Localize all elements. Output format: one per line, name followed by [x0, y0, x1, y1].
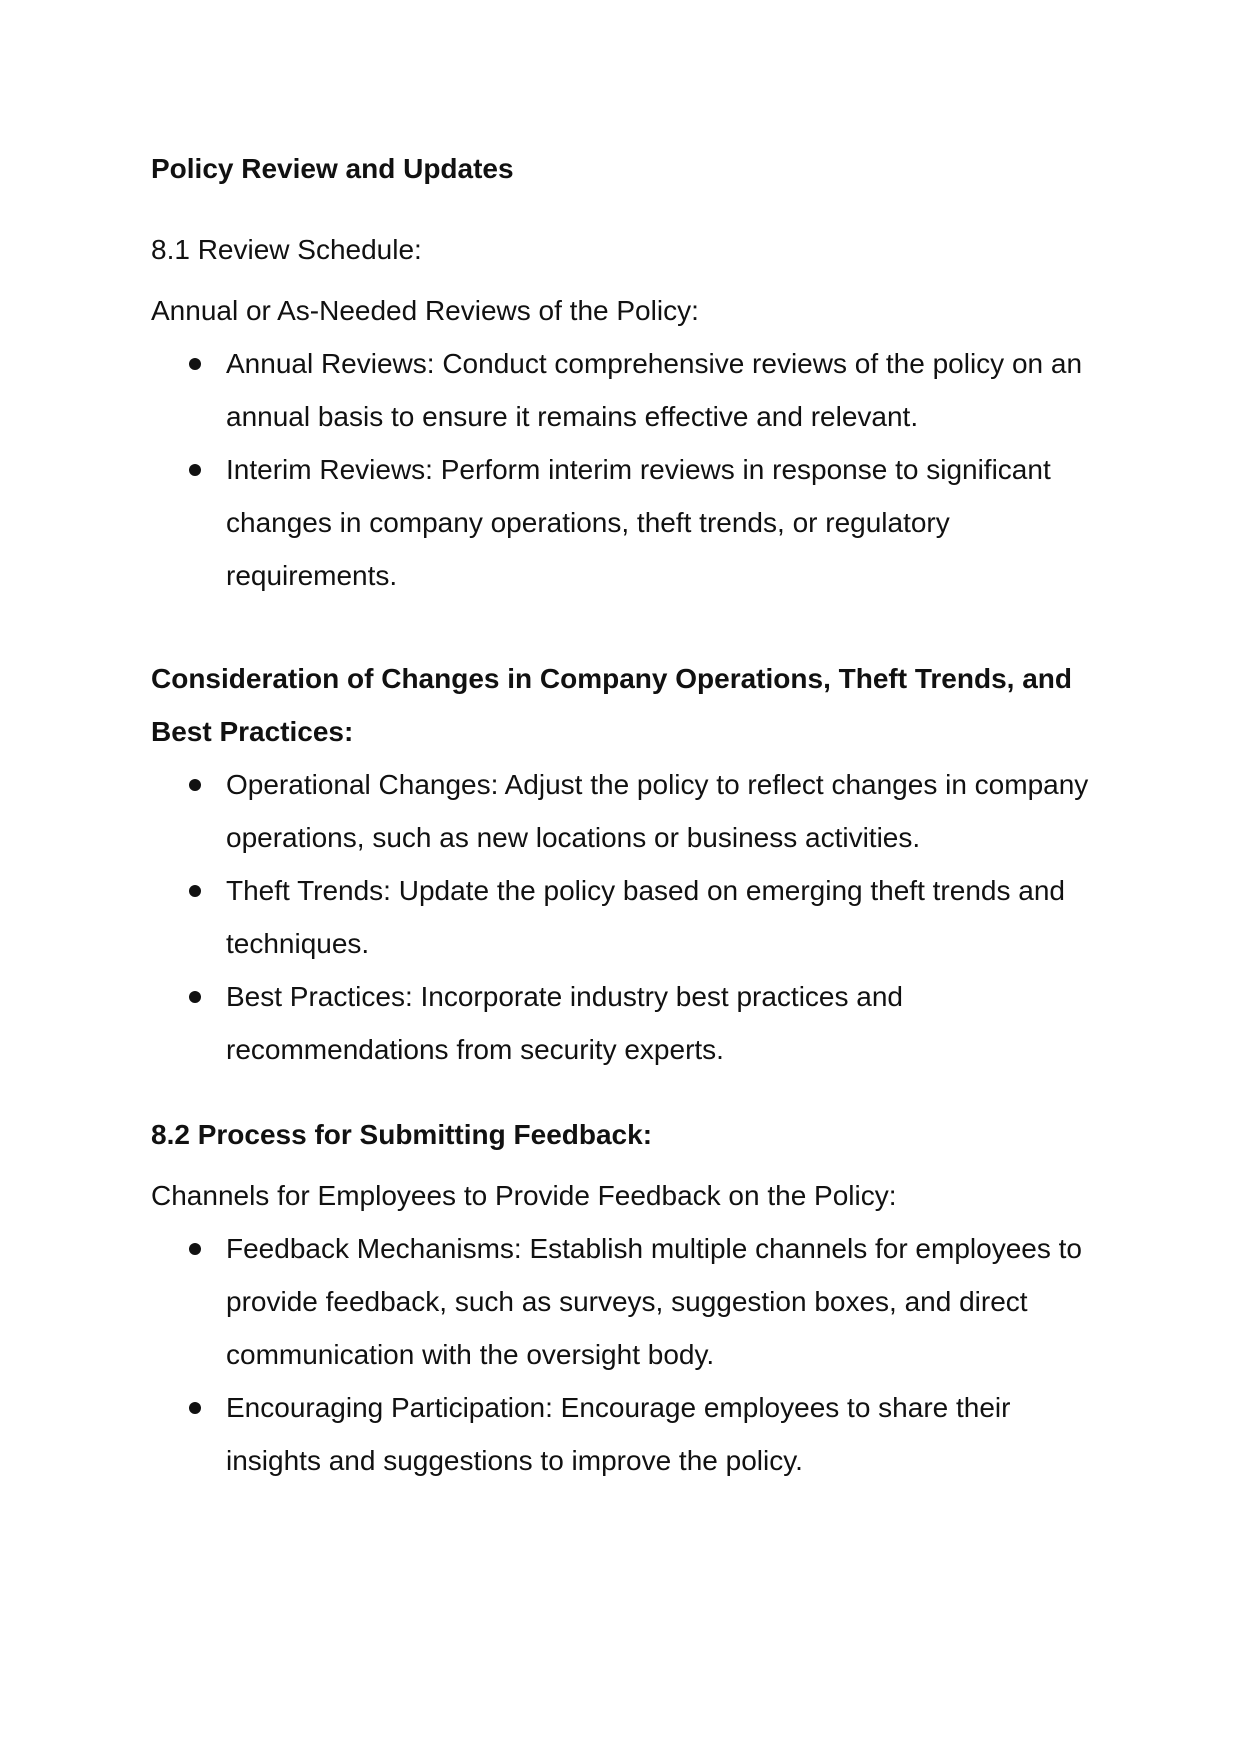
bullet-icon — [189, 1402, 201, 1414]
list-item-text: Theft Trends: Update the policy based on emerging theft trends and techniques. — [226, 875, 1065, 959]
list-item-text: Operational Changes: Adjust the policy to reflect changes in company operations, such as new locations or business activities. — [226, 769, 1089, 853]
bullet-icon — [189, 779, 201, 791]
list-item-text: Best Practices: Incorporate industry best practices and recommendations from security experts. — [226, 981, 903, 1065]
feedback-heading: 8.2 Process for Submitting Feedback: — [151, 1119, 653, 1150]
list-item — [151, 970, 1111, 1076]
considerations-heading: Consideration of Changes in Company Operations, Theft Trends, and Best Practices: — [151, 663, 1072, 747]
considerations-list — [151, 758, 1111, 1076]
list-item — [151, 864, 1111, 970]
feedback-list — [151, 1222, 1111, 1487]
list-item — [151, 443, 1111, 602]
feedback-intro: Channels for Employees to Provide Feedback on the Policy: — [151, 1180, 897, 1211]
list-item — [151, 337, 1111, 443]
bullet-icon — [189, 358, 201, 370]
bullet-icon — [189, 1243, 201, 1255]
list-item — [151, 758, 1111, 864]
bullet-icon — [189, 885, 201, 897]
list-item-text: Encouraging Participation: Encourage employees to share their insights and suggestions to improve the policy. — [226, 1392, 1011, 1476]
review-schedule-heading: 8.1 Review Schedule: — [151, 234, 422, 265]
list-item — [151, 1222, 1111, 1381]
review-schedule-list — [151, 337, 1111, 602]
list-item-text: Feedback Mechanisms: Establish multiple channels for employees to provide feedback, such as surveys, suggestion boxes, and direct communication with the oversight body. — [226, 1233, 1082, 1370]
document-title: Policy Review and Updates — [151, 153, 514, 184]
review-schedule-intro: Annual or As-Needed Reviews of the Policy: — [151, 295, 699, 326]
list-item-text: Interim Reviews: Perform interim reviews in response to significant changes in company operations, theft trends, or regulatory requirements. — [226, 454, 1051, 591]
list-item-text: Annual Reviews: Conduct comprehensive reviews of the policy on an annual basis to ensure it remains effective and relevant. — [226, 348, 1083, 432]
bullet-icon — [189, 991, 201, 1003]
bullet-icon — [189, 464, 201, 476]
list-item — [151, 1381, 1111, 1487]
